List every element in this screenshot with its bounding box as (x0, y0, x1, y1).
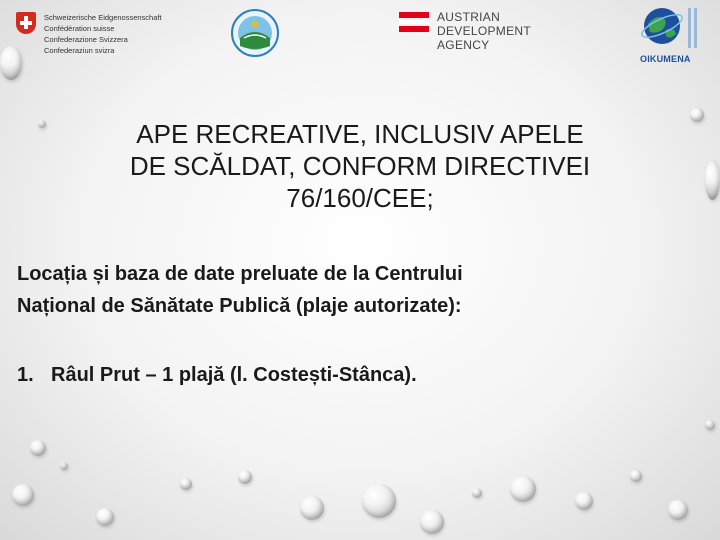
water-drop (60, 462, 68, 470)
austrian-development-agency-logo (399, 10, 529, 56)
title-line: 76/160/CEE; (286, 183, 434, 213)
intro-line: Locația și baza de date preluate de la Centrului (17, 263, 463, 285)
moldova-emblem-logo (230, 8, 280, 58)
list-item-text: Râul Prut – 1 plajă (l. Costești-Stânca). (51, 364, 417, 386)
swiss-flag-icon (16, 12, 36, 34)
water-drop (630, 470, 642, 482)
water-drop (420, 510, 444, 534)
water-drop (510, 476, 536, 502)
water-drop (705, 160, 720, 200)
water-drop (30, 440, 46, 456)
ada-logo-line: DEVELOPMENT (437, 24, 531, 38)
swiss-logo-line: Confederazione Svizzera (44, 35, 128, 44)
water-drop (180, 478, 192, 490)
water-drop (668, 500, 688, 520)
swiss-confederation-logo (16, 10, 186, 54)
water-drop (362, 484, 396, 518)
water-drop (690, 108, 704, 122)
swiss-logo-line: Schweizerische Eidgenossenschaft (44, 13, 162, 22)
water-drop (300, 496, 324, 520)
ada-logo-line: AUSTRIAN (437, 10, 501, 24)
water-drop (472, 488, 482, 498)
oikumena-logo (638, 4, 704, 66)
ada-logo-text (437, 10, 531, 52)
title-line: APE RECREATIVE, INCLUSIV APELE (136, 119, 584, 149)
water-drop (705, 420, 715, 430)
water-drop (12, 484, 34, 506)
water-drop (238, 470, 252, 484)
intro-paragraph (17, 258, 707, 322)
water-drop (575, 492, 593, 510)
slide-title (40, 118, 680, 214)
water-drop (96, 508, 114, 526)
ada-logo-line: AGENCY (437, 38, 490, 52)
list-item-number: 1. (17, 364, 34, 386)
oikumena-name: OIKUMENA (640, 54, 691, 64)
swiss-logo-text (44, 12, 162, 56)
beach-list (17, 360, 707, 390)
globe-icon (638, 4, 704, 54)
title-line: DE SCĂLDAT, CONFORM DIRECTIVEI (129, 151, 591, 181)
swiss-logo-line: Confédération suisse (44, 24, 115, 33)
austria-flag-icon (399, 12, 429, 34)
list-item (17, 360, 707, 390)
intro-line: Național de Sănătate Publică (plaje autorizate): (17, 295, 462, 317)
swiss-logo-line: Confederaziun svizra (44, 46, 115, 55)
